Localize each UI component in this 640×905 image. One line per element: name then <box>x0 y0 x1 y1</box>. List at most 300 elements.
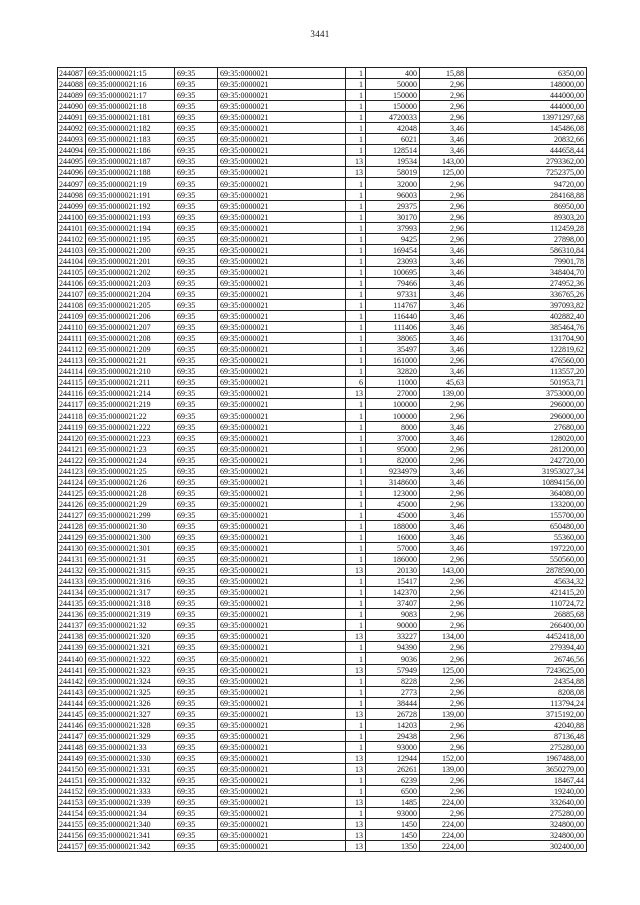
cadastral-number-cell: 69:35:0000021:24 <box>86 454 175 465</box>
cadastral-number-cell: 69:35:0000021:332 <box>86 775 175 786</box>
cadastral-block-cell: 69:35:0000021 <box>218 730 346 741</box>
row-number-cell: 244098 <box>58 189 86 200</box>
district-code-cell: 69:35 <box>175 819 218 830</box>
specific-value-cell: 3,46 <box>420 311 467 322</box>
specific-value-cell: 125,00 <box>420 664 467 675</box>
table-row <box>58 797 587 808</box>
table-row <box>58 255 587 266</box>
group-code-cell: 1 <box>346 808 366 819</box>
table-row <box>58 200 587 211</box>
cadastral-block-cell: 69:35:0000021 <box>218 520 346 531</box>
cadastral-number-cell: 69:35:0000021:327 <box>86 708 175 719</box>
specific-value-cell: 3,46 <box>420 421 467 432</box>
table-row <box>58 675 587 686</box>
row-number-cell: 244136 <box>58 609 86 620</box>
group-code-cell: 1 <box>346 288 366 299</box>
cadastral-value-cell: 197220,00 <box>467 543 587 554</box>
row-number-cell: 244155 <box>58 819 86 830</box>
area-cell: 20130 <box>366 565 420 576</box>
cadastral-value-cell: 444000,00 <box>467 101 587 112</box>
cadastral-number-cell: 69:35:0000021:186 <box>86 145 175 156</box>
specific-value-cell: 2,96 <box>420 399 467 410</box>
group-code-cell: 1 <box>346 200 366 211</box>
cadastral-block-cell: 69:35:0000021 <box>218 178 346 189</box>
area-cell: 30170 <box>366 211 420 222</box>
group-code-cell: 1 <box>346 399 366 410</box>
row-number-cell: 244149 <box>58 752 86 763</box>
district-code-cell: 69:35 <box>175 277 218 288</box>
group-code-cell: 1 <box>346 609 366 620</box>
district-code-cell: 69:35 <box>175 752 218 763</box>
row-number-cell: 244124 <box>58 476 86 487</box>
cadastral-number-cell: 69:35:0000021:201 <box>86 255 175 266</box>
row-number-cell: 244095 <box>58 156 86 167</box>
specific-value-cell: 2,96 <box>420 609 467 620</box>
area-cell: 37407 <box>366 598 420 609</box>
table-row <box>58 763 587 774</box>
table-row <box>58 399 587 410</box>
specific-value-cell: 125,00 <box>420 167 467 178</box>
cadastral-block-cell: 69:35:0000021 <box>218 233 346 244</box>
cadastral-value-cell: 7252375,00 <box>467 167 587 178</box>
specific-value-cell: 3,46 <box>420 476 467 487</box>
cadastral-number-cell: 69:35:0000021:326 <box>86 697 175 708</box>
specific-value-cell: 3,46 <box>420 344 467 355</box>
cadastral-block-cell: 69:35:0000021 <box>218 322 346 333</box>
cadastral-block-cell: 69:35:0000021 <box>218 79 346 90</box>
cadastral-number-cell: 69:35:0000021:324 <box>86 675 175 686</box>
cadastral-value-cell: 3650279,00 <box>467 763 587 774</box>
group-code-cell: 1 <box>346 432 366 443</box>
cadastral-value-cell: 86950,00 <box>467 200 587 211</box>
group-code-cell: 1 <box>346 311 366 322</box>
specific-value-cell: 3,46 <box>420 123 467 134</box>
specific-value-cell: 2,96 <box>420 112 467 123</box>
cadastral-number-cell: 69:35:0000021:22 <box>86 410 175 421</box>
district-code-cell: 69:35 <box>175 145 218 156</box>
table-row <box>58 664 587 675</box>
cadastral-block-cell: 69:35:0000021 <box>218 620 346 631</box>
group-code-cell: 1 <box>346 266 366 277</box>
cadastral-number-cell: 69:35:0000021:34 <box>86 808 175 819</box>
row-number-cell: 244111 <box>58 333 86 344</box>
district-code-cell: 69:35 <box>175 708 218 719</box>
row-number-cell: 244152 <box>58 786 86 797</box>
district-code-cell: 69:35 <box>175 697 218 708</box>
cadastral-value-cell: 18467,44 <box>467 775 587 786</box>
district-code-cell: 69:35 <box>175 609 218 620</box>
specific-value-cell: 3,46 <box>420 520 467 531</box>
cadastral-number-cell: 69:35:0000021:15 <box>86 68 175 79</box>
district-code-cell: 69:35 <box>175 719 218 730</box>
cadastral-block-cell: 69:35:0000021 <box>218 719 346 730</box>
group-code-cell: 1 <box>346 222 366 233</box>
area-cell: 38444 <box>366 697 420 708</box>
row-number-cell: 244118 <box>58 410 86 421</box>
cadastral-value-cell: 6350,00 <box>467 68 587 79</box>
row-number-cell: 244112 <box>58 344 86 355</box>
cadastral-number-cell: 69:35:0000021:25 <box>86 465 175 476</box>
cadastral-block-cell: 69:35:0000021 <box>218 443 346 454</box>
table-row <box>58 90 587 101</box>
cadastral-number-cell: 69:35:0000021:316 <box>86 576 175 587</box>
cadastral-value-cell: 4452418,00 <box>467 631 587 642</box>
district-code-cell: 69:35 <box>175 465 218 476</box>
cadastral-value-cell: 45634,32 <box>467 576 587 587</box>
row-number-cell: 244101 <box>58 222 86 233</box>
specific-value-cell: 2,96 <box>420 355 467 366</box>
cadastral-block-cell: 69:35:0000021 <box>218 631 346 642</box>
row-number-cell: 244145 <box>58 708 86 719</box>
row-number-cell: 244114 <box>58 366 86 377</box>
row-number-cell: 244134 <box>58 587 86 598</box>
area-cell: 150000 <box>366 90 420 101</box>
district-code-cell: 69:35 <box>175 487 218 498</box>
specific-value-cell: 224,00 <box>420 819 467 830</box>
group-code-cell: 13 <box>346 565 366 576</box>
group-code-cell: 1 <box>346 123 366 134</box>
specific-value-cell: 2,96 <box>420 775 467 786</box>
district-code-cell: 69:35 <box>175 454 218 465</box>
area-cell: 29375 <box>366 200 420 211</box>
cadastral-block-cell: 69:35:0000021 <box>218 112 346 123</box>
cadastral-value-cell: 122819,62 <box>467 344 587 355</box>
cadastral-block-cell: 69:35:0000021 <box>218 68 346 79</box>
cadastral-number-cell: 69:35:0000021:318 <box>86 598 175 609</box>
table-row <box>58 509 587 520</box>
district-code-cell: 69:35 <box>175 399 218 410</box>
group-code-cell: 1 <box>346 719 366 730</box>
row-number-cell: 244132 <box>58 565 86 576</box>
area-cell: 186000 <box>366 554 420 565</box>
cadastral-number-cell: 69:35:0000021:16 <box>86 79 175 90</box>
specific-value-cell: 2,96 <box>420 576 467 587</box>
table-row <box>58 653 587 664</box>
table-row <box>58 421 587 432</box>
district-code-cell: 69:35 <box>175 377 218 388</box>
area-cell: 116440 <box>366 311 420 322</box>
district-code-cell: 69:35 <box>175 598 218 609</box>
cadastral-number-cell: 69:35:0000021:187 <box>86 156 175 167</box>
area-cell: 100000 <box>366 410 420 421</box>
row-number-cell: 244137 <box>58 620 86 631</box>
area-cell: 26728 <box>366 708 420 719</box>
area-cell: 97331 <box>366 288 420 299</box>
area-cell: 150000 <box>366 101 420 112</box>
district-code-cell: 69:35 <box>175 90 218 101</box>
table-row <box>58 344 587 355</box>
cadastral-value-cell: 242720,00 <box>467 454 587 465</box>
cadastral-value-cell: 324800,00 <box>467 830 587 841</box>
group-code-cell: 1 <box>346 68 366 79</box>
table-body <box>58 68 587 852</box>
table-row <box>58 830 587 841</box>
cadastral-number-cell: 69:35:0000021:300 <box>86 531 175 542</box>
specific-value-cell: 2,96 <box>420 554 467 565</box>
district-code-cell: 69:35 <box>175 421 218 432</box>
specific-value-cell: 2,96 <box>420 620 467 631</box>
cadastral-block-cell: 69:35:0000021 <box>218 410 346 421</box>
district-code-cell: 69:35 <box>175 299 218 310</box>
area-cell: 96003 <box>366 189 420 200</box>
cadastral-value-cell: 8208,08 <box>467 686 587 697</box>
area-cell: 1450 <box>366 830 420 841</box>
area-cell: 12944 <box>366 752 420 763</box>
cadastral-value-cell: 336765,26 <box>467 288 587 299</box>
group-code-cell: 6 <box>346 377 366 388</box>
cadastral-value-cell: 281200,00 <box>467 443 587 454</box>
district-code-cell: 69:35 <box>175 786 218 797</box>
cadastral-number-cell: 69:35:0000021:29 <box>86 498 175 509</box>
specific-value-cell: 139,00 <box>420 763 467 774</box>
cadastral-block-cell: 69:35:0000021 <box>218 101 346 112</box>
table-row <box>58 377 587 388</box>
cadastral-value-cell: 79901,78 <box>467 255 587 266</box>
group-code-cell: 1 <box>346 642 366 653</box>
district-code-cell: 69:35 <box>175 123 218 134</box>
group-code-cell: 1 <box>346 554 366 565</box>
cadastral-value-cell: 402882,40 <box>467 311 587 322</box>
area-cell: 23093 <box>366 255 420 266</box>
area-cell: 8228 <box>366 675 420 686</box>
group-code-cell: 1 <box>346 101 366 112</box>
table-row <box>58 752 587 763</box>
area-cell: 14203 <box>366 719 420 730</box>
group-code-cell: 1 <box>346 465 366 476</box>
specific-value-cell: 3,46 <box>420 509 467 520</box>
specific-value-cell: 2,96 <box>420 222 467 233</box>
area-cell: 29438 <box>366 730 420 741</box>
district-code-cell: 69:35 <box>175 178 218 189</box>
cadastral-block-cell: 69:35:0000021 <box>218 565 346 576</box>
group-code-cell: 1 <box>346 697 366 708</box>
row-number-cell: 244122 <box>58 454 86 465</box>
cadastral-number-cell: 69:35:0000021:21 <box>86 355 175 366</box>
specific-value-cell: 2,96 <box>420 697 467 708</box>
row-number-cell: 244088 <box>58 79 86 90</box>
specific-value-cell: 2,96 <box>420 211 467 222</box>
group-code-cell: 1 <box>346 620 366 631</box>
cadastral-value-cell: 501953,71 <box>467 377 587 388</box>
cadastral-number-cell: 69:35:0000021:315 <box>86 565 175 576</box>
row-number-cell: 244105 <box>58 266 86 277</box>
group-code-cell: 1 <box>346 255 366 266</box>
cadastral-value-cell: 296000,00 <box>467 410 587 421</box>
area-cell: 57000 <box>366 543 420 554</box>
cadastral-block-cell: 69:35:0000021 <box>218 763 346 774</box>
group-code-cell: 1 <box>346 322 366 333</box>
table-row <box>58 222 587 233</box>
row-number-cell: 244120 <box>58 432 86 443</box>
row-number-cell: 244144 <box>58 697 86 708</box>
district-code-cell: 69:35 <box>175 432 218 443</box>
cadastral-number-cell: 69:35:0000021:193 <box>86 211 175 222</box>
district-code-cell: 69:35 <box>175 222 218 233</box>
cadastral-block-cell: 69:35:0000021 <box>218 786 346 797</box>
area-cell: 15417 <box>366 576 420 587</box>
group-code-cell: 13 <box>346 752 366 763</box>
district-code-cell: 69:35 <box>175 686 218 697</box>
specific-value-cell: 134,00 <box>420 631 467 642</box>
area-cell: 6021 <box>366 134 420 145</box>
area-cell: 33227 <box>366 631 420 642</box>
district-code-cell: 69:35 <box>175 255 218 266</box>
district-code-cell: 69:35 <box>175 498 218 509</box>
group-code-cell: 1 <box>346 145 366 156</box>
table-row <box>58 609 587 620</box>
district-code-cell: 69:35 <box>175 101 218 112</box>
cadastral-number-cell: 69:35:0000021:208 <box>86 333 175 344</box>
table-row <box>58 101 587 112</box>
table-row <box>58 388 587 399</box>
table-row <box>58 642 587 653</box>
cadastral-number-cell: 69:35:0000021:331 <box>86 763 175 774</box>
cadastral-block-cell: 69:35:0000021 <box>218 830 346 841</box>
row-number-cell: 244142 <box>58 675 86 686</box>
cadastral-value-cell: 145486,08 <box>467 123 587 134</box>
specific-value-cell: 3,46 <box>420 288 467 299</box>
cadastral-value-cell: 275280,00 <box>467 808 587 819</box>
table-row <box>58 520 587 531</box>
group-code-cell: 1 <box>346 531 366 542</box>
cadastral-block-cell: 69:35:0000021 <box>218 123 346 134</box>
cadastral-block-cell: 69:35:0000021 <box>218 686 346 697</box>
cadastral-value-cell: 650480,00 <box>467 520 587 531</box>
table-row <box>58 299 587 310</box>
cadastral-value-cell: 302400,00 <box>467 841 587 852</box>
row-number-cell: 244108 <box>58 299 86 310</box>
group-code-cell: 1 <box>346 454 366 465</box>
district-code-cell: 69:35 <box>175 741 218 752</box>
cadastral-block-cell: 69:35:0000021 <box>218 366 346 377</box>
district-code-cell: 69:35 <box>175 664 218 675</box>
area-cell: 9425 <box>366 233 420 244</box>
cadastral-value-cell: 586310,84 <box>467 244 587 255</box>
row-number-cell: 244157 <box>58 841 86 852</box>
district-code-cell: 69:35 <box>175 311 218 322</box>
cadastral-block-cell: 69:35:0000021 <box>218 741 346 752</box>
cadastral-table-container <box>57 67 586 852</box>
specific-value-cell: 2,96 <box>420 79 467 90</box>
cadastral-number-cell: 69:35:0000021:323 <box>86 664 175 675</box>
area-cell: 142370 <box>366 587 420 598</box>
area-cell: 123000 <box>366 487 420 498</box>
group-code-cell: 13 <box>346 819 366 830</box>
row-number-cell: 244125 <box>58 487 86 498</box>
specific-value-cell: 2,96 <box>420 730 467 741</box>
table-row <box>58 233 587 244</box>
area-cell: 82000 <box>366 454 420 465</box>
cadastral-value-cell: 89303,20 <box>467 211 587 222</box>
cadastral-value-cell: 31953027,34 <box>467 465 587 476</box>
cadastral-value-cell: 332640,00 <box>467 797 587 808</box>
district-code-cell: 69:35 <box>175 233 218 244</box>
group-code-cell: 13 <box>346 167 366 178</box>
cadastral-number-cell: 69:35:0000021:211 <box>86 377 175 388</box>
row-number-cell: 244096 <box>58 167 86 178</box>
district-code-cell: 69:35 <box>175 797 218 808</box>
district-code-cell: 69:35 <box>175 554 218 565</box>
group-code-cell: 13 <box>346 708 366 719</box>
cadastral-block-cell: 69:35:0000021 <box>218 311 346 322</box>
area-cell: 2773 <box>366 686 420 697</box>
group-code-cell: 1 <box>346 741 366 752</box>
cadastral-value-cell: 364080,00 <box>467 487 587 498</box>
cadastral-block-cell: 69:35:0000021 <box>218 222 346 233</box>
row-number-cell: 244151 <box>58 775 86 786</box>
cadastral-number-cell: 69:35:0000021:203 <box>86 277 175 288</box>
cadastral-number-cell: 69:35:0000021:181 <box>86 112 175 123</box>
table-row <box>58 134 587 145</box>
row-number-cell: 244107 <box>58 288 86 299</box>
row-number-cell: 244156 <box>58 830 86 841</box>
cadastral-block-cell: 69:35:0000021 <box>218 476 346 487</box>
cadastral-number-cell: 69:35:0000021:340 <box>86 819 175 830</box>
specific-value-cell: 3,46 <box>420 543 467 554</box>
table-row <box>58 841 587 852</box>
district-code-cell: 69:35 <box>175 587 218 598</box>
district-code-cell: 69:35 <box>175 620 218 631</box>
district-code-cell: 69:35 <box>175 68 218 79</box>
row-number-cell: 244117 <box>58 399 86 410</box>
area-cell: 26261 <box>366 763 420 774</box>
cadastral-value-cell: 155700,00 <box>467 509 587 520</box>
group-code-cell: 1 <box>346 775 366 786</box>
specific-value-cell: 224,00 <box>420 841 467 852</box>
area-cell: 38065 <box>366 333 420 344</box>
cadastral-block-cell: 69:35:0000021 <box>218 576 346 587</box>
area-cell: 50000 <box>366 79 420 90</box>
cadastral-number-cell: 69:35:0000021:339 <box>86 797 175 808</box>
group-code-cell: 1 <box>346 277 366 288</box>
area-cell: 114767 <box>366 299 420 310</box>
district-code-cell: 69:35 <box>175 112 218 123</box>
group-code-cell: 1 <box>346 244 366 255</box>
area-cell: 9036 <box>366 653 420 664</box>
area-cell: 32000 <box>366 178 420 189</box>
area-cell: 93000 <box>366 808 420 819</box>
table-row <box>58 189 587 200</box>
area-cell: 161000 <box>366 355 420 366</box>
cadastral-value-cell: 133200,00 <box>467 498 587 509</box>
cadastral-number-cell: 69:35:0000021:192 <box>86 200 175 211</box>
specific-value-cell: 3,46 <box>420 244 467 255</box>
row-number-cell: 244091 <box>58 112 86 123</box>
row-number-cell: 244103 <box>58 244 86 255</box>
area-cell: 1350 <box>366 841 420 852</box>
area-cell: 6500 <box>366 786 420 797</box>
table-row <box>58 322 587 333</box>
district-code-cell: 69:35 <box>175 775 218 786</box>
area-cell: 90000 <box>366 620 420 631</box>
district-code-cell: 69:35 <box>175 730 218 741</box>
row-number-cell: 244106 <box>58 277 86 288</box>
cadastral-value-table <box>57 67 587 852</box>
row-number-cell: 244099 <box>58 200 86 211</box>
area-cell: 37000 <box>366 432 420 443</box>
cadastral-number-cell: 69:35:0000021:322 <box>86 653 175 664</box>
row-number-cell: 244131 <box>58 554 86 565</box>
group-code-cell: 1 <box>346 730 366 741</box>
row-number-cell: 244119 <box>58 421 86 432</box>
table-row <box>58 465 587 476</box>
district-code-cell: 69:35 <box>175 366 218 377</box>
table-row <box>58 730 587 741</box>
cadastral-block-cell: 69:35:0000021 <box>218 432 346 443</box>
group-code-cell: 13 <box>346 664 366 675</box>
row-number-cell: 244143 <box>58 686 86 697</box>
cadastral-block-cell: 69:35:0000021 <box>218 797 346 808</box>
